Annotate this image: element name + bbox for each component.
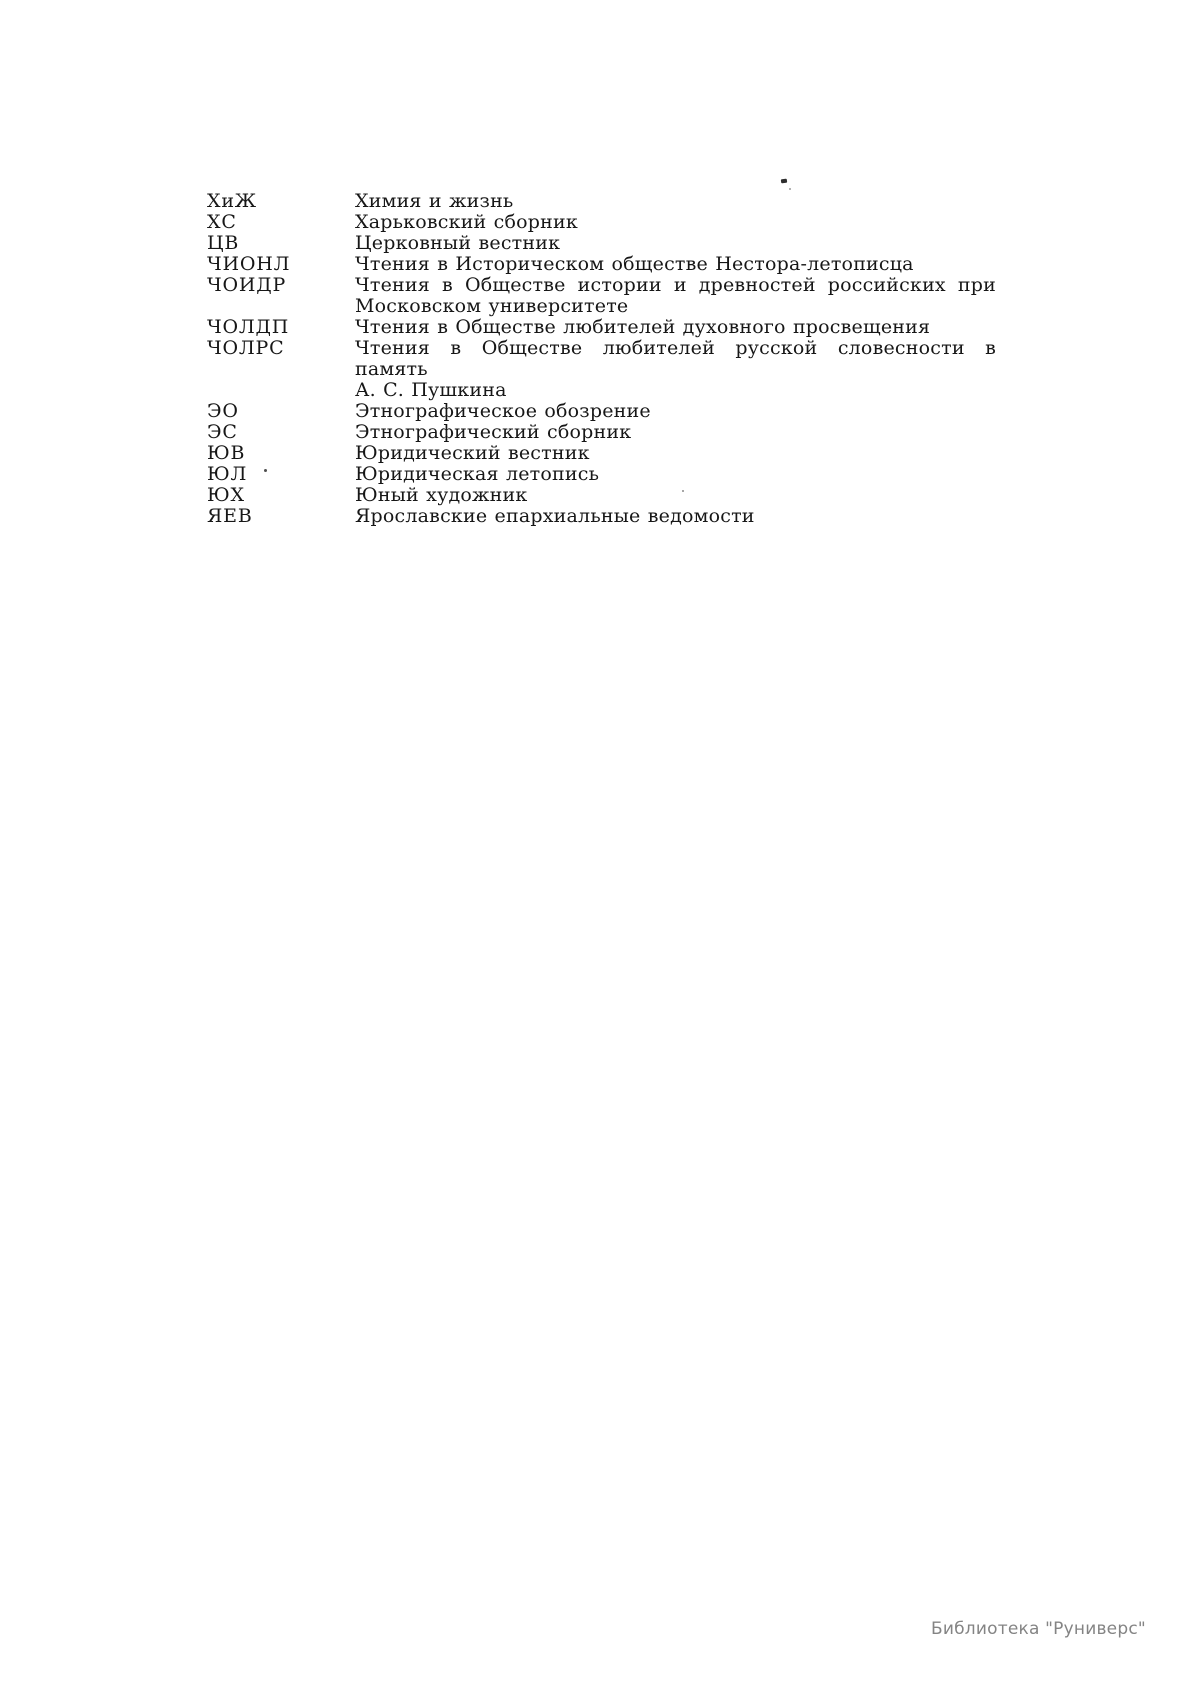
definition-text bbox=[355, 485, 996, 506]
definition-text bbox=[355, 275, 996, 317]
abbreviation-entry bbox=[207, 338, 997, 401]
abbreviation-list bbox=[207, 191, 997, 527]
definition-text bbox=[355, 443, 996, 464]
definition-line: Юный художник bbox=[355, 484, 528, 506]
abbreviation-entry bbox=[207, 506, 997, 527]
definition-line: Химия и жизнь bbox=[355, 190, 514, 212]
definition-text bbox=[355, 422, 996, 443]
definition-text bbox=[355, 254, 996, 275]
definition-line: Церковный вестник bbox=[355, 232, 561, 254]
definition-line: Этнографическое обозрение bbox=[355, 400, 651, 422]
abbreviation-label: ЦВ bbox=[207, 232, 240, 254]
definition-text bbox=[355, 191, 996, 212]
abbreviation-label: ЧОЛРС bbox=[207, 337, 285, 359]
ink-speck bbox=[264, 469, 267, 472]
abbreviation-entry bbox=[207, 275, 997, 317]
abbreviation-entry bbox=[207, 317, 997, 338]
abbreviation-entry bbox=[207, 422, 997, 443]
definition-line: Харьковский сборник bbox=[355, 211, 578, 233]
abbreviation-label: ЧОЛДП bbox=[207, 316, 290, 338]
definition-line: Ярославские епархиальные ведомости bbox=[355, 505, 755, 527]
definition-text bbox=[355, 212, 996, 233]
abbreviation-entry bbox=[207, 191, 997, 212]
definition-line: Чтения в Обществе любителей духовного просвещения bbox=[355, 316, 931, 338]
definition-line: Юридический вестник bbox=[355, 442, 590, 464]
definition-line: Юридическая летопись bbox=[355, 463, 600, 485]
abbreviation-label: ЯЕВ bbox=[207, 505, 253, 527]
definition-line: А. С. Пушкина bbox=[355, 379, 507, 401]
ink-speck bbox=[682, 490, 684, 492]
definition-line: Чтения в Обществе любителей русской словесности в память bbox=[355, 337, 996, 380]
definition-text bbox=[355, 464, 996, 485]
abbreviation-label: ЭО bbox=[207, 400, 239, 422]
abbreviation-entry bbox=[207, 212, 997, 233]
abbreviation-entry bbox=[207, 485, 997, 506]
abbreviation-entry bbox=[207, 464, 997, 485]
abbreviation-entry bbox=[207, 254, 997, 275]
definition-line: Чтения в Обществе истории и древностей российских при bbox=[355, 274, 996, 296]
definition-text bbox=[355, 233, 996, 254]
definition-line: Московском университете bbox=[355, 295, 629, 317]
abbreviation-entry bbox=[207, 233, 997, 254]
abbreviation-label: ХС bbox=[207, 211, 237, 233]
abbreviation-label: ЧОИДР bbox=[207, 274, 287, 296]
ink-speck bbox=[781, 179, 787, 184]
abbreviation-label: ЮХ bbox=[207, 484, 245, 506]
definition-text bbox=[355, 317, 996, 338]
abbreviation-label: ЮВ bbox=[207, 442, 246, 464]
abbreviation-label: ЮЛ bbox=[207, 463, 248, 485]
definition-text bbox=[355, 338, 996, 401]
abbreviation-label: ХиЖ bbox=[207, 190, 257, 212]
library-watermark: Библиотека "Руниверс" bbox=[931, 1619, 1146, 1639]
abbreviation-label: ЭС bbox=[207, 421, 238, 443]
abbreviation-label: ЧИОНЛ bbox=[207, 253, 291, 275]
definition-text bbox=[355, 506, 996, 527]
definition-text bbox=[355, 401, 996, 422]
definition-line: Чтения в Историческом обществе Нестора-летописца bbox=[355, 253, 914, 275]
abbreviation-entry bbox=[207, 401, 997, 422]
ink-speck bbox=[789, 188, 791, 190]
definition-line: Этнографический сборник bbox=[355, 421, 632, 443]
abbreviation-entry bbox=[207, 443, 997, 464]
